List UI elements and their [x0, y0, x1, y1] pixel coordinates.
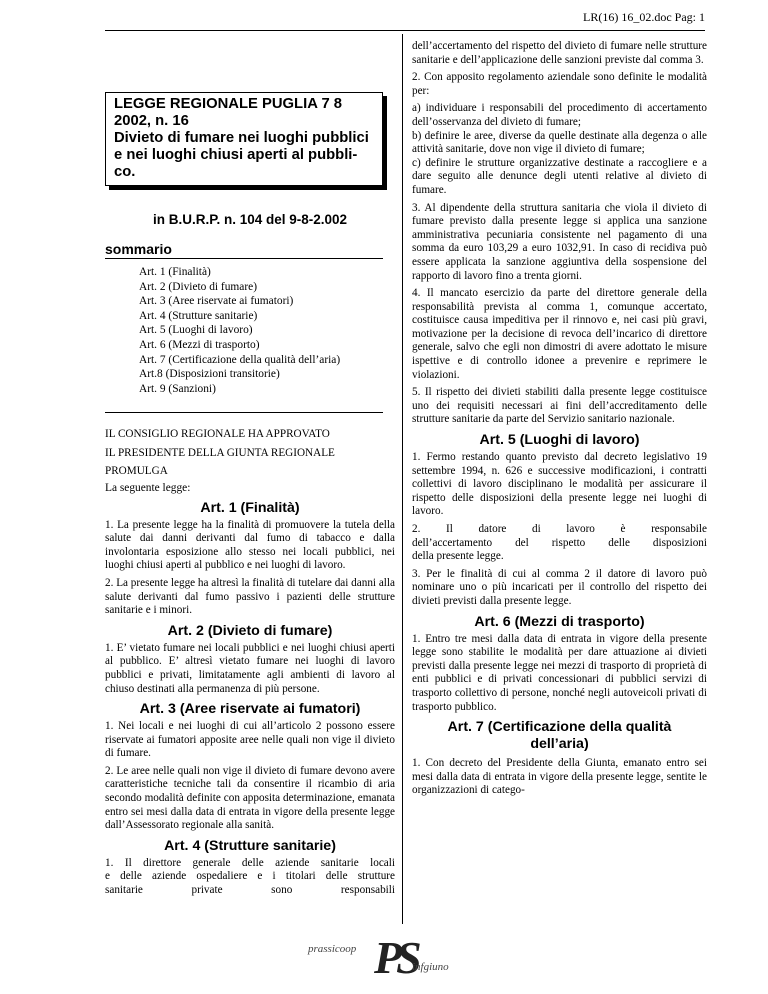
- title-line: 2002, n. 16: [114, 113, 189, 129]
- text-line: sanitarie private sono responsabili: [105, 884, 395, 897]
- logo-top-text: prassicoop: [308, 943, 357, 955]
- article-4-heading: Art. 4 (Strutture sanitarie): [164, 837, 336, 854]
- toc-item: Art. 5 (Luoghi di lavoro): [139, 324, 253, 337]
- separator: [105, 412, 383, 413]
- article-paragraph: dell’accertamento del rispetto del divieto di fumare nelle strutture sanitarie e dell’applicazione delle sanzioni previste dal comma 3.: [412, 40, 707, 66]
- list-item: a) individuare i responsabili del procedimento di accertamento dell’osservanza del divieto di fumare;: [412, 102, 707, 128]
- article-5-heading: Art. 5 (Luoghi di lavoro): [479, 432, 640, 449]
- article-paragraph: 1. Entro tre mesi dalla data di entrata in vigore della presente legge sono stabilite le modalità per dare attuazione ai divieti previsti dalla presente legge nei mezzi di trasporto di proprietà di enti pubblici e di privati concessionari di pubblici servizi di trasporto collettivo di persone, nonché negli autoveicoli privati di trasporto pubblico.: [412, 632, 707, 713]
- article-1-heading: Art. 1 (Finalità): [200, 499, 300, 516]
- text-line: 1. Il direttore generale delle aziende sanitarie locali: [105, 856, 395, 869]
- column-divider: [402, 34, 403, 924]
- toc-item: Art. 7 (Certificazione della qualità dell’aria): [139, 353, 341, 366]
- toc-item: Art. 2 (Divieto di fumare): [139, 280, 257, 293]
- article-paragraph: 2. Le aree nelle quali non vige il divieto di fumare devono avere caratteristiche tecniche tali da consentire il ricambio di aria secondo modalità definite con apposita determinazione, emanata entro sei mesi dalla data di entrata in vigore della presente legge dall’Assessorato regionale alla sanità.: [105, 764, 395, 832]
- list-item: c) definire le strutture organizzative destinate a raccogliere e a dare seguito alle denunce degli utenti relative al divieto di fumare.: [412, 156, 707, 196]
- promulgation-line: IL CONSIGLIO REGIONALE HA APPROVATO: [105, 428, 330, 441]
- heading-line: dell’aria): [530, 736, 589, 753]
- text-line: dell’accertamento del rispetto delle disposizioni: [412, 536, 707, 549]
- promulgation: [105, 425, 395, 480]
- intro-text: La seguente legge:: [105, 481, 191, 494]
- toc-item: Art. 1 (Finalità): [139, 266, 211, 278]
- promulgation-line: IL PRESIDENTE DELLA GIUNTA REGIONALE: [105, 446, 335, 459]
- article-7-heading: [412, 719, 707, 753]
- logo-bottom-text: infgiuno: [412, 961, 449, 973]
- burp-reference: in B.U.R.P. n. 104 del 9-8-2.002: [152, 212, 348, 227]
- article-6-heading: Art. 6 (Mezzi di trasporto): [474, 613, 645, 630]
- right-column: [412, 40, 707, 802]
- article-paragraph: 3. Al dipendente della struttura sanitaria che viola il divieto di fumare previsto dalla presente legge si applica una sanzione amministrativa pecuniaria consistente nel pagamento di una somma da euro 103,29 a euro 1032,91. In caso di recidiva può essere applicata la sanzione aggiuntiva della sospensione del rapporto di lavoro fino a trenta giorni.: [412, 201, 707, 282]
- toc-item: Art.8 (Disposizioni transitorie): [139, 368, 280, 381]
- article-3-heading: Art. 3 (Aree riservate ai fumatori): [139, 701, 361, 718]
- heading-line: Art. 7 (Certificazione della qualità: [447, 719, 672, 736]
- list-item: b) definire le aree, diverse da quelle destinate alla degenza o alle attività sanitarie, dove non vige il divieto di fumare;: [412, 129, 707, 156]
- article-paragraph: 2. Con apposito regolamento aziendale sono definite le modalità per:: [412, 71, 707, 97]
- title-line: LEGGE REGIONALE PUGLIA 7 8: [114, 96, 343, 112]
- text-line: e delle aziende ospedaliere e i titolari delle strutture: [105, 870, 395, 883]
- article-paragraph: 1. Fermo restando quanto previsto dal decreto legislativo 19 settembre 1994, n. 626 e successive modificazioni, i contratti collettivi di lavoro disciplinano le modalità per assicurare il rispetto delle disposizioni della presente legge nei luoghi di lavoro.: [412, 451, 707, 518]
- law-title-box: [105, 92, 383, 186]
- title-line: Divieto di fumare nei luoghi pubblici: [114, 130, 369, 146]
- article-paragraph: 1. E’ vietato fumare nei locali pubblici e nei luoghi chiusi aperti al pubblico. E’ altresì vietato fumare nei luoghi di lavoro pubblici e privati, limitatamente agli ambienti di lavoro al chiuso destinati alla permanenza di più persone.: [105, 641, 395, 695]
- header-text: LR(16) 16_02.doc Pag: 1: [583, 10, 705, 24]
- sommario-heading: sommario: [105, 241, 383, 259]
- toc-item: Art. 9 (Sanzioni): [139, 382, 216, 395]
- article-paragraph: 2. La presente legge ha altresì la finalità di tutelare dai danni alla salute derivanti dal fumo passivo i pazienti delle strutture sanitarie e i minori.: [105, 576, 395, 617]
- article-paragraph: 1. La presente legge ha la finalità di promuovere la tutela della salute dai danni derivanti dal fumo di tabacco e dalla involontaria esposizione allo stesso nei locali pubblici, nei luoghi chiusi aperti al pubblico e nei luoghi di lavoro.: [105, 518, 395, 572]
- article-paragraph: [105, 857, 395, 898]
- toc-item: Art. 4 (Strutture sanitarie): [139, 309, 258, 322]
- page-header: [105, 0, 705, 31]
- article-paragraph: 1. Con decreto del Presidente della Giunta, emanato entro sei mesi dalla data di entrata in vigore della presente legge, sentite le organizzazioni di catego-: [412, 757, 707, 797]
- article-paragraph: 4. Il mancato esercizio da parte del direttore generale della responsabilità prevista al comma 1, comunque accertato, costituisce causa impeditiva per il rinnovo e, nei casi più gravi, motivazione per la decisione di revoca dell’incarico di direttore generale, salvo che egli non dimostri di avere adottato le misure ispettive e di controllo idonee a prevenire e reprimere le violazioni.: [412, 287, 707, 381]
- toc-item: Art. 3 (Aree riservate ai fumatori): [139, 295, 294, 308]
- article-paragraph: [412, 523, 707, 564]
- article-2-heading: Art. 2 (Divieto di fumare): [167, 622, 333, 639]
- text-line: 2. Il datore di lavoro è responsabile: [412, 523, 707, 535]
- logo-letters: PS: [374, 932, 416, 983]
- article-paragraph: 5. Il rispetto dei divieti stabiliti dalla presente legge costituisce uno dei requisiti necessari ai fini dell’accreditamento delle strutture sanitarie da parte del Servizio sanitario nazionale.: [412, 386, 707, 426]
- table-of-contents: [139, 265, 395, 396]
- title-line: e nei luoghi chiusi aperti al pubbli-: [114, 147, 358, 163]
- article-paragraph: 3. Per le finalità di cui al comma 2 il datore di lavoro può nominare uno o più incaricati per il controllo del rispetto dei divieti previsti dalla presente legge.: [412, 567, 707, 607]
- title-line: co.: [114, 164, 136, 180]
- left-column: [105, 40, 395, 898]
- text-line: della presente legge.: [412, 550, 504, 563]
- publisher-logo: [296, 932, 506, 993]
- article-paragraph: 1. Nei locali e nei luoghi di cui all’articolo 2 possono essere riservate ai fumatori apposite aree nelle quali non vige il divieto di fumare.: [105, 720, 395, 760]
- promulgation-line: PROMULGA: [105, 465, 168, 478]
- toc-item: Art. 6 (Mezzi di trasporto): [139, 338, 260, 351]
